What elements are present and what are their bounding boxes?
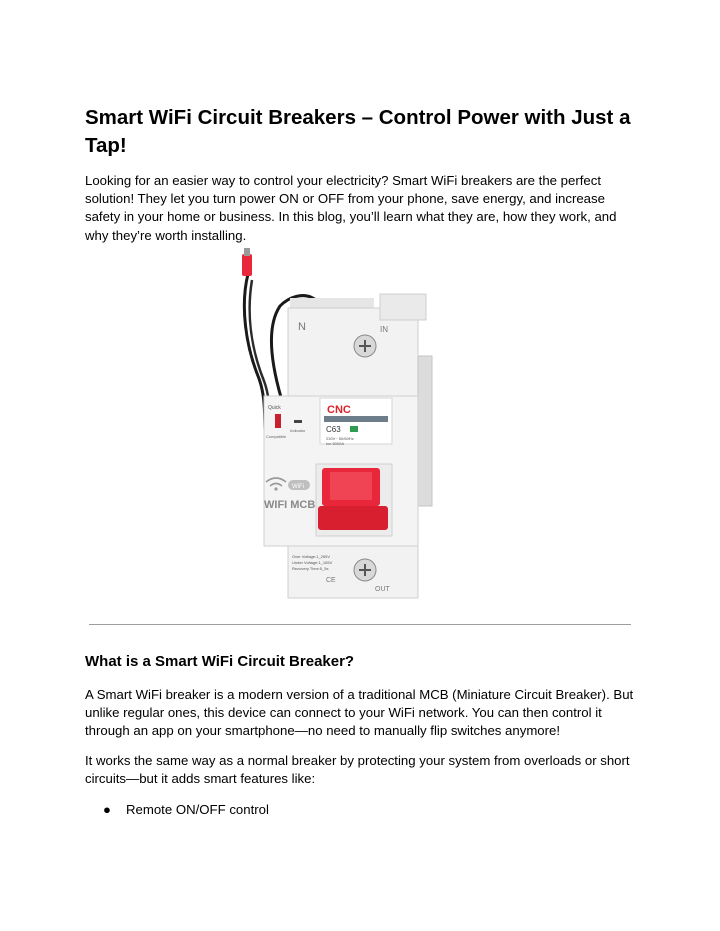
section-heading: What is a Smart WiFi Circuit Breaker?: [85, 653, 355, 670]
compatible-label: Compatible: [266, 434, 287, 439]
feature-list: [85, 801, 269, 819]
rating-label: C63: [326, 425, 341, 434]
spec-line-1: 230V~ 50/60Hz: [326, 436, 354, 441]
indicator-label: Indicator: [290, 428, 306, 433]
ce-mark: CE: [326, 577, 336, 584]
note-line-1: Over Voltage:1_265V: [292, 554, 331, 559]
breaker-upper-body: [288, 308, 418, 398]
list-item: [85, 801, 269, 819]
intro-paragraph: Looking for an easier way to control your electricity? Smart WiFi breakers are the perfect solution! They let you turn power ON or OFF from your phone, save energy, and increase safety in your home or business. In this blog, you’ll learn what they are, how they work, and why they’re worth installing.: [85, 173, 617, 243]
note-line-2: Under Voltage:1_165V: [292, 560, 333, 565]
product-name-label: WIFI MCB: [264, 499, 316, 511]
label-in: IN: [380, 325, 388, 334]
section-paragraph-1: A Smart WiFi breaker is a modern version of a traditional MCB (Miniature Circuit Breaker). But unlike regular ones, this device can connect to your WiFi network. You can then control it through an app on your smartphone—no need to manually flip switches anymore!: [85, 687, 634, 739]
indicator-window: [350, 426, 358, 432]
cable-terminal-icon: [242, 254, 252, 276]
product-image: [230, 246, 445, 608]
article-title: Smart WiFi Circuit Breakers – Control Power with Just a Tap!: [85, 106, 631, 157]
feature-text: Remote ON/OFF control: [126, 802, 269, 817]
note-line-3: Recovery Time:5_5s: [292, 566, 329, 571]
wifi-badge: WiFi: [292, 484, 304, 490]
section-divider: [89, 624, 631, 625]
section-paragraph-2: It works the same way as a normal breaker by protecting your system from overloads or short circuits—but it adds smart features like:: [85, 753, 630, 787]
quick-label: Quick: [268, 405, 281, 411]
brand-label: CNC: [327, 404, 351, 416]
wifi-breaker-illustration: [230, 246, 445, 608]
label-n: N: [298, 321, 306, 333]
label-out: OUT: [375, 586, 390, 593]
bullet-icon: ●: [103, 802, 111, 817]
spec-line-2: Icn 6000A: [326, 441, 345, 446]
